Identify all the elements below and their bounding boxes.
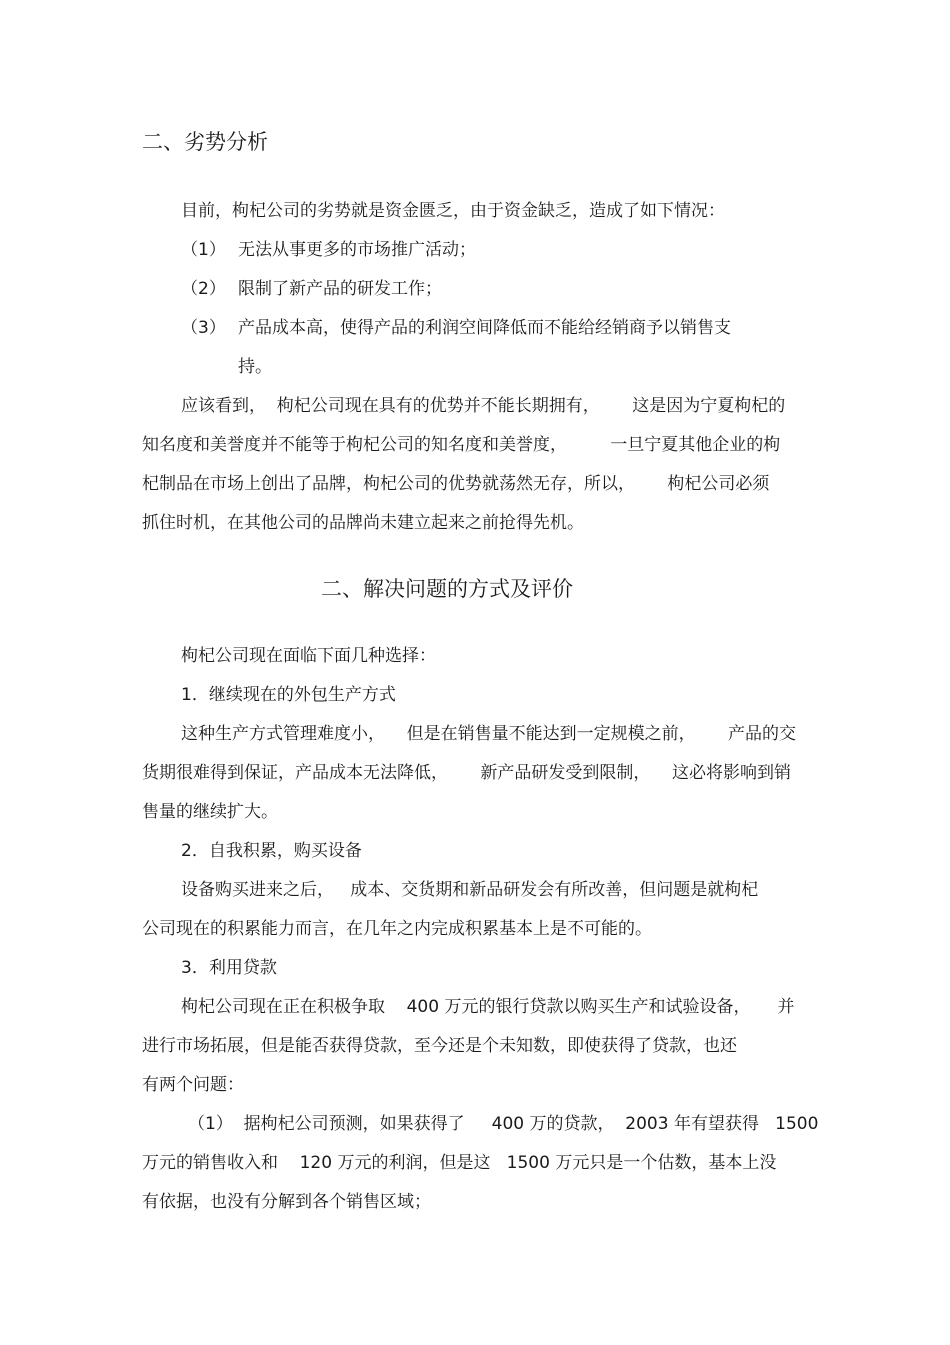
option2-line: 公司现在的积累能力而言，在几年之内完成积累基本上是不可能的。 [142, 919, 652, 939]
item3-text: 产品成本高，使得产品的利润空间降低而不能给经销商予以销售支 [238, 318, 731, 338]
section1-intro: 目前，枸杞公司的劣势就是资金匮乏，由于资金缺乏，造成了如下情况： [181, 201, 725, 221]
section1-paragraph-line: 杞制品在市场上创出了品牌，枸杞公司的优势就荡然无存，所以， 枸杞公司必须 [142, 474, 770, 494]
item1-number: （1） [181, 240, 226, 260]
option2-line: 设备购买进来之后， 成本、交货期和新品研发会有所改善，但问题是就枸杞 [181, 880, 759, 900]
option1-line: 这种生产方式管理难度小， 但是在销售量不能达到一定规模之前， 产品的交 [181, 724, 797, 744]
option3-title: 3．利用贷款 [181, 958, 277, 978]
option1-line: 货期很难得到保证，产品成本无法降低， 新产品研发受到限制， 这必将影响到销 [142, 763, 792, 783]
option1-line: 售量的继续扩大。 [142, 802, 278, 822]
item3-continuation: 持。 [238, 357, 272, 377]
item2-text: 限制了新产品的研发工作； [238, 279, 442, 299]
item3-number: （3） [181, 318, 226, 338]
option3-sub-line: 万元的销售收入和 120 万元的利润，但是这 1500 万元只是一个估数，基本上没 [142, 1153, 777, 1173]
option3-line: 枸杞公司现在正在积极争取 400 万元的银行贷款以购买生产和试验设备， 并 [181, 997, 795, 1017]
section2-heading: 二、解决问题的方式及评价 [321, 577, 573, 601]
option3-sub-line: （1） 据枸杞公司预测，如果获得了 400 万的贷款， 2003 年有望获得 1500 [188, 1114, 819, 1134]
option3-line: 进行市场拓展，但是能否获得贷款，至今还是个未知数，即使获得了贷款，也还 [142, 1036, 737, 1056]
option3-sub-line: 有依据，也没有分解到各个销售区域； [142, 1192, 431, 1212]
item1-text: 无法从事更多的市场推广活动； [238, 240, 476, 260]
section1-paragraph-line: 抓住时机，在其他公司的品牌尚未建立起来之前抢得先机。 [142, 513, 584, 533]
section1-paragraph-line: 知名度和美誉度并不能等于枸杞公司的知名度和美誉度， 一旦宁夏其他企业的枸 [142, 435, 781, 455]
section2-intro: 枸杞公司现在面临下面几种选择： [181, 646, 436, 666]
option3-line: 有两个问题： [142, 1075, 244, 1095]
item2-number: （2） [181, 279, 226, 299]
option2-title: 2．自我积累，购买设备 [181, 841, 362, 861]
section1-heading: 二、劣势分析 [142, 130, 268, 154]
option1-title: 1．继续现在的外包生产方式 [181, 685, 396, 705]
section1-paragraph-line: 应该看到， 枸杞公司现在具有的优势并不能长期拥有， 这是因为宁夏枸杞的 [181, 396, 786, 416]
